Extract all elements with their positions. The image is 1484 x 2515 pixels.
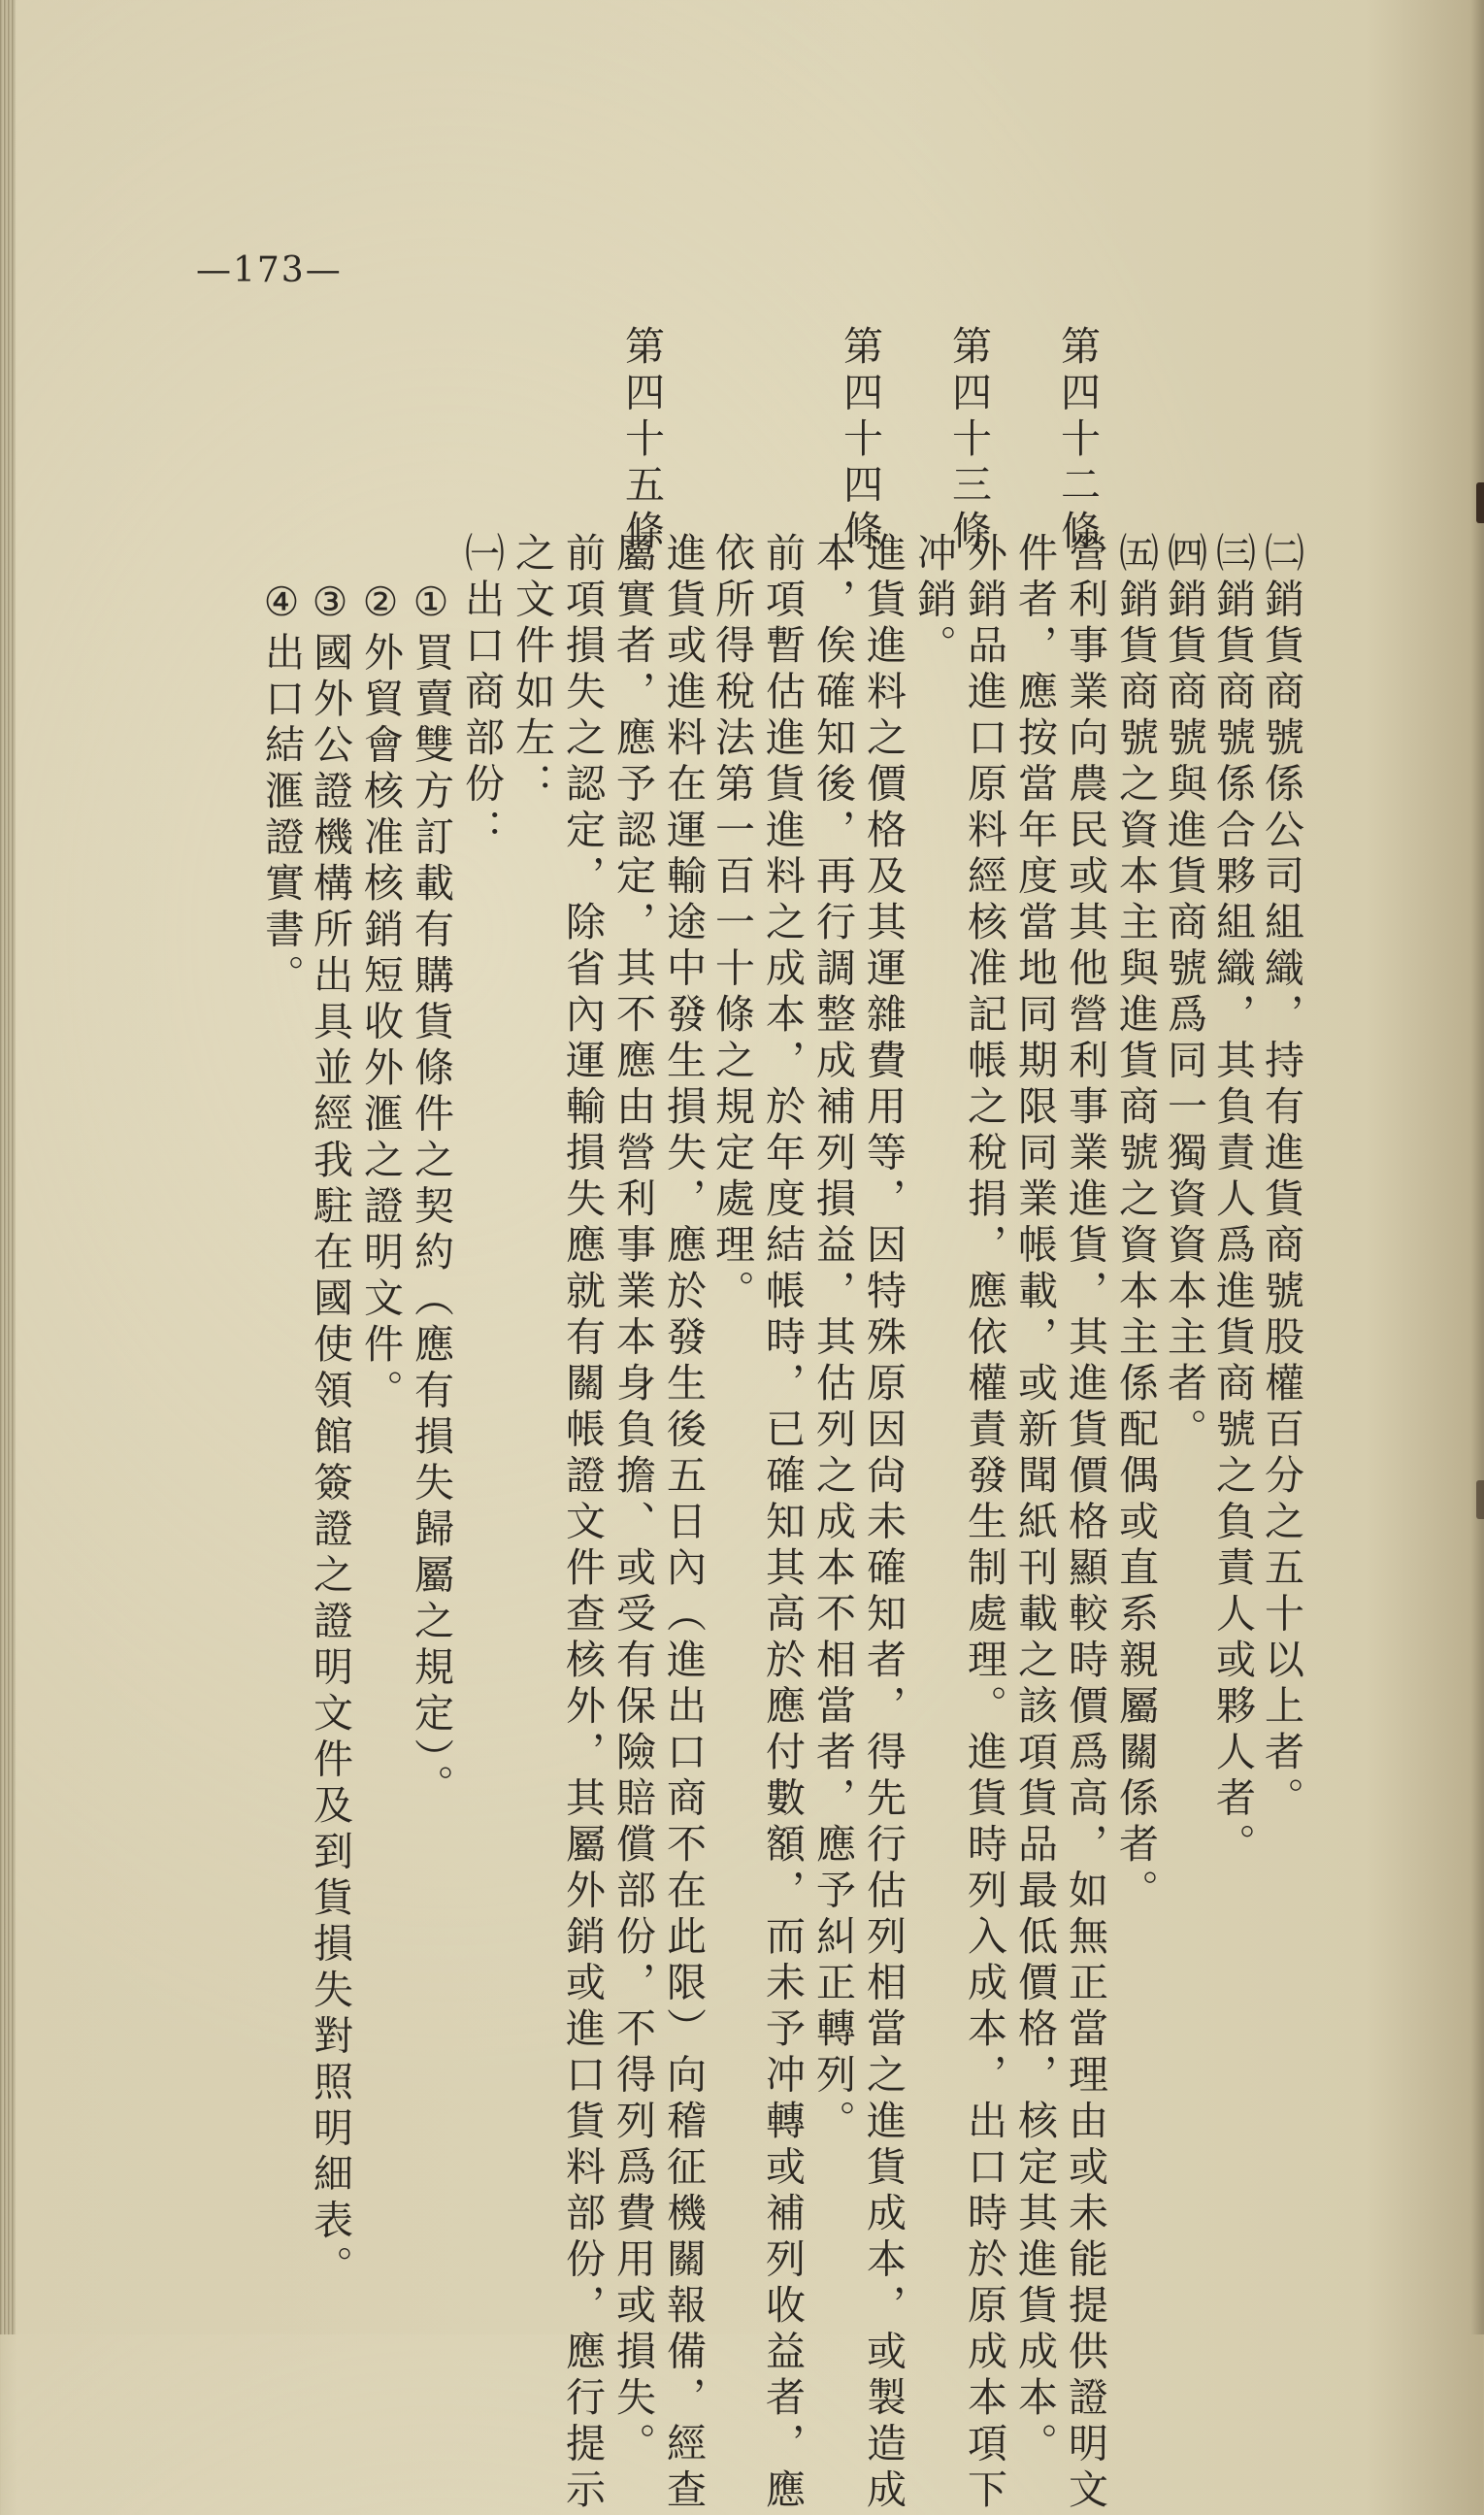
article-line: 前項損失之認定，除省內運輸損失應就有關帳證文件查核外，其屬外銷或進口貨料部份，應行提示 <box>559 532 606 2515</box>
article-line: ㈢銷貨商號係合夥組織，其負責人爲進貨商號之負責人或夥人者。 <box>1209 532 1256 1870</box>
article-line: 之文件如左： <box>509 532 555 809</box>
article-line: ㈡銷貨商號係公司組織，持有進貨商號股權百分之五十以上者。 <box>1258 532 1304 1823</box>
list-item: ㈠出口商部份： <box>458 532 505 855</box>
book-binding-edge <box>0 0 16 2334</box>
article-line: 前項暫估進貨進料之成本，於年度結帳時，已確知其高於應付數額，而未予冲轉或補列收益者，應 <box>759 532 806 2515</box>
list-item: ③國外公證機構所出具並經我駐在國使領館簽證之證明文件及到貨損失對照明細表。 <box>307 579 353 2292</box>
article-line: 進貨或進料在運輸途中發生損失，應於發生後五日內（進出口商不在此限）向稽征機關報備，經查 <box>660 532 707 2515</box>
article-heading-42: 第四十二條 <box>1054 325 1101 556</box>
article-line: 外銷品進口原料經核准記帳之稅捐，應依權責發生制處理。進貨時列入成本，出口時於原成本項下 <box>961 532 1007 2515</box>
article-line: ㈤銷貨商號之資本主與進貨商號之資本主係配偶或直系親屬關係者。 <box>1112 532 1159 1915</box>
list-item: ④出口結滙證實書。 <box>258 579 305 1001</box>
article-line: 件者，應按當年度當地同期限同業帳載，或新聞紙刊載之該項貨品最低價格，核定其進貨成本。 <box>1011 532 1058 2468</box>
article-line: 依所得稅法第一百一十條之規定處理。 <box>709 532 755 1316</box>
article-line: 進貨進料之價格及其運雜費用等，因特殊原因尙未確知者，得先行估列相當之進貨成本，或製造成 <box>860 532 907 2515</box>
article-line: ㈣銷貨商號與進貨商號爲同一獨資資本主者。 <box>1161 532 1207 1454</box>
page-tab-mark <box>1476 482 1484 523</box>
article-line: 冲銷。 <box>910 532 957 671</box>
article-line: 營利事業向農民或其他營利事業進貨，其進貨價格顯較時價爲高，如無正當理由或未能提供證明文 <box>1062 532 1108 2515</box>
article-line: 本，俟確知後，再行調整成補列損益，其估列之成本不相當者，應予糾正轉列。 <box>809 532 856 2146</box>
list-item: ①買賣雙方訂載有購貨條件之契約（應有損失歸屬之規定）。 <box>408 579 454 1810</box>
article-heading-44: 第四十四條 <box>837 325 883 556</box>
page-right-edge-shadow <box>1470 0 1484 2334</box>
article-heading-45: 第四十五條 <box>618 325 665 556</box>
page-tab-mark <box>1476 1480 1484 1519</box>
article-line: 屬實者，應予認定，其不應由營利事業本身負擔、或受有保險賠償部份，不得列爲費用或損失。 <box>610 532 656 2468</box>
list-item: ②外貿會核准核銷短收外滙之證明文件。 <box>357 579 404 1415</box>
page-number: —173— <box>196 250 343 290</box>
article-heading-43: 第四十三條 <box>945 325 992 556</box>
